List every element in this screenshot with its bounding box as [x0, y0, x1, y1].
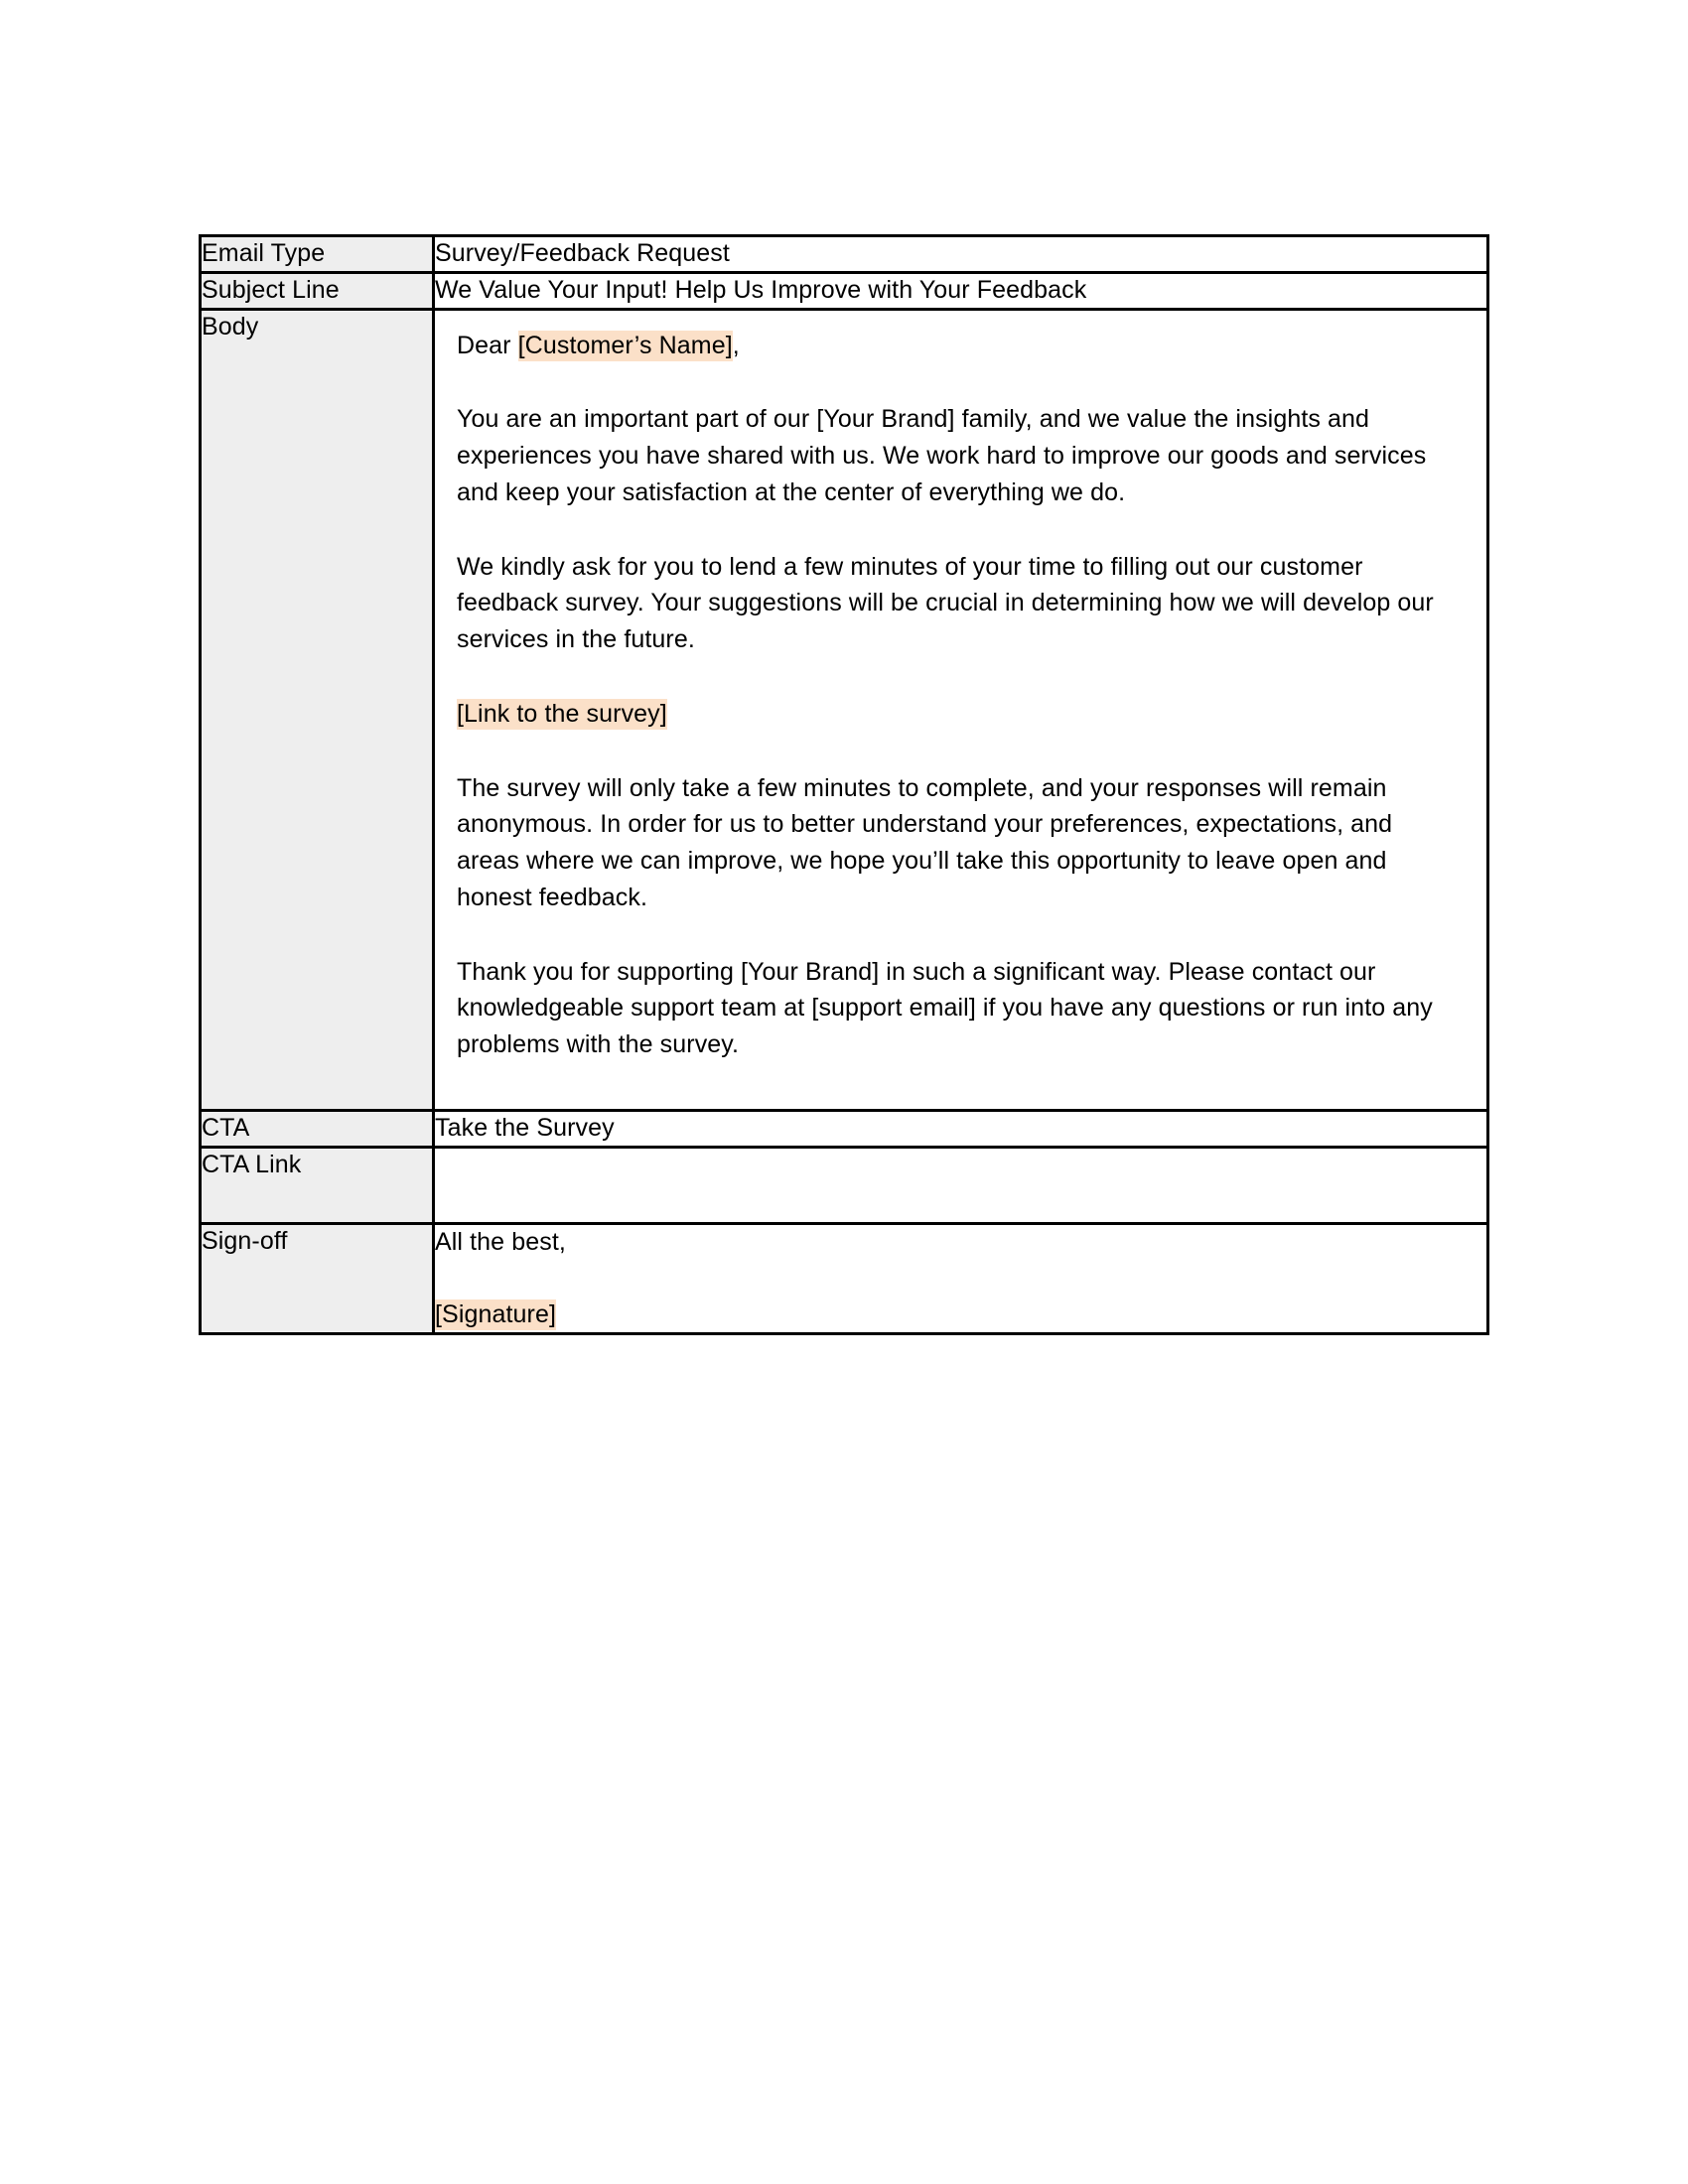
row-value-cta: Take the Survey	[434, 1110, 1488, 1147]
greeting-suffix-text: ,	[732, 331, 740, 359]
body-survey-link-line	[457, 696, 1460, 733]
survey-link-placeholder[interactable]: [Link to the survey]	[457, 699, 667, 728]
row-value-email-type: Survey/Feedback Request	[434, 236, 1488, 273]
greeting-prefix-text: Dear	[457, 331, 518, 359]
row-label-cta: CTA	[201, 1110, 434, 1147]
row-label-sign-off: Sign-off	[201, 1223, 434, 1333]
row-label-body: Body	[201, 309, 434, 1110]
body-paragraph-3: The survey will only take a few minutes to complete, and your responses will remain anonymous. In order for us to better understand your preferences, expectations, and areas where we can improve, we hope you’ll take this opportunity to leave open and honest feedback.	[457, 773, 1393, 911]
table-row-cta	[201, 1110, 1488, 1147]
row-value-cta-link[interactable]	[434, 1147, 1488, 1223]
body-paragraph-4: Thank you for supporting [Your Brand] in such a significant way. Please contact our knowledgeable support team at [support email] if you have any questions or run into any problems with the survey.	[457, 957, 1433, 1058]
greeting-customer-name-placeholder: [Customer’s Name]	[517, 331, 733, 359]
sign-off-signature-line	[435, 1297, 1486, 1332]
body-paragraph-1: You are an important part of our [Your Brand] family, and we value the insights and experiences you have shared with us. We work hard to improve our goods and services and keep your satisfaction at the center of everything we do.	[457, 405, 1427, 506]
table-row-email-type	[201, 236, 1488, 273]
row-value-subject-line: We Value Your Input! Help Us Improve with Your Feedback	[434, 272, 1488, 309]
row-label-email-type: Email Type	[201, 236, 434, 273]
row-label-cta-link: CTA Link	[201, 1147, 434, 1223]
table-row-subject-line	[201, 272, 1488, 309]
table-row-cta-link	[201, 1147, 1488, 1223]
email-template-table	[199, 234, 1489, 1335]
row-label-subject-line: Subject Line	[201, 272, 434, 309]
body-paragraph-2: We kindly ask for you to lend a few minutes of your time to filling out our customer feedback survey. Your suggestions will be crucial in determining how we will develop our services in the future.	[457, 552, 1434, 653]
email-template-table-wrapper	[199, 234, 1489, 1335]
signature-placeholder: [Signature]	[435, 1299, 557, 1328]
table-row-body	[201, 309, 1488, 1110]
table-row-sign-off	[201, 1223, 1488, 1333]
row-value-sign-off	[434, 1223, 1488, 1333]
row-value-body	[434, 309, 1488, 1110]
body-greeting	[457, 328, 1460, 364]
sign-off-closing-line: All the best,	[435, 1227, 566, 1256]
